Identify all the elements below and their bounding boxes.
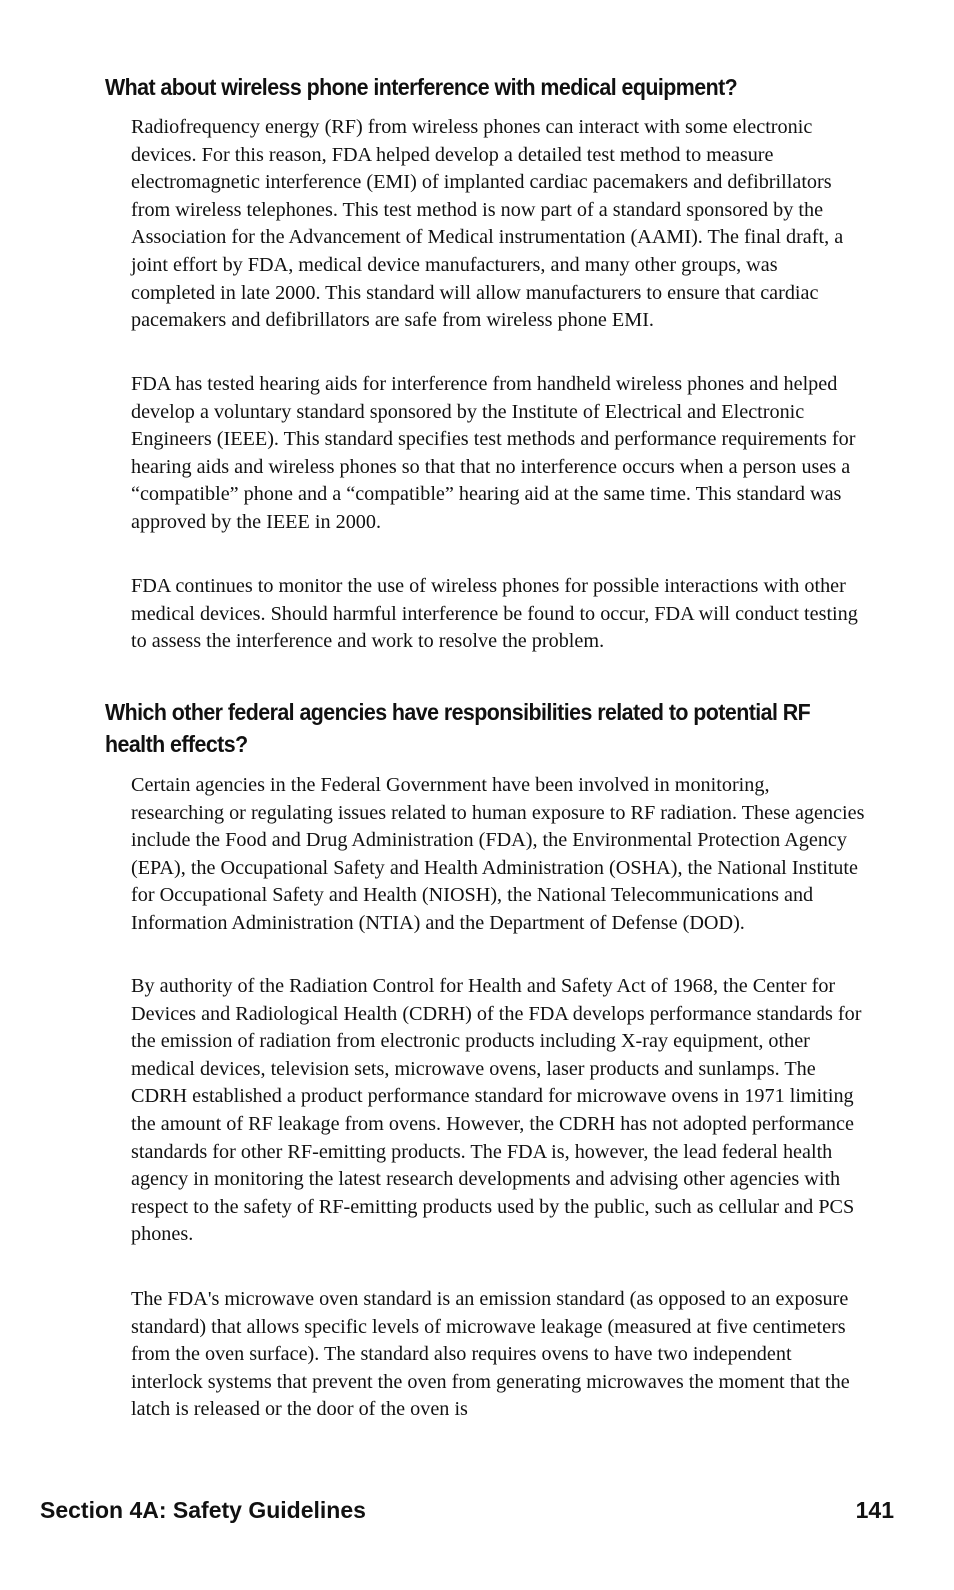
- footer-section-title: Section 4A: Safety Guidelines: [40, 1497, 366, 1523]
- paragraph-rf-pacemakers: Radiofrequency energy (RF) from wireless phones can interact with some electronic devices. For this reason, FDA helped develop a detailed test method to measure electromagnetic interference (EMI) of implanted cardiac pacemakers and defibrillators from wireless telephones. This test method is now part of a standard sponsored by the Association for the Advancement of Medical instrumentation (AAMI). The final draft, a joint effort by FDA, medical device manufacturers, and many other groups, was completed in late 2000. This standard will allow manufacturers to ensure that cardiac pacemakers and defibrillators are safe from wireless phone EMI.: [131, 116, 844, 332]
- section-heading-federal-agencies: Which other federal agencies have responsibilities related to potential RF health effects?: [105, 699, 811, 757]
- paragraph-microwave-standard: The FDA's microwave oven standard is an emission standard (as opposed to an exposure standard) that allows specific levels of microwave leakage (measured at five centimeters from the oven surface). The standard also requires ovens to have two independent interlock systems that prevent the oven from generating microwaves the moment that the latch is released or the door of the oven is: [131, 1288, 850, 1421]
- paragraph-fda-monitoring: FDA continues to monitor the use of wireless phones for possible interactions with other medical devices. Should harmful interference be found to occur, FDA will conduct testing to assess the interference and work to resolve the problem.: [131, 575, 858, 653]
- paragraph-agencies-list: Certain agencies in the Federal Government have been involved in monitoring, researching or regulating issues related to human exposure to RF radiation. These agencies include the Food and Drug Administration (FDA), the Environmental Protection Agency (EPA), the Occupational Safety and Health Administration (OSHA), the National Institute for Occupational Safety and Health (NIOSH), the National Telecommunications and Information Administration (NTIA) and the Department of Defense (DOD).: [131, 774, 865, 934]
- section-heading-medical-interference: What about wireless phone interference with medical equipment?: [105, 74, 738, 100]
- paragraph-hearing-aids: FDA has tested hearing aids for interference from handheld wireless phones and helped develop a voluntary standard sponsored by the Institute of Electrical and Electronic Engineers (IEEE). This standard specifies test methods and performance requirements for hearing aids and wireless phones so that that no interference occurs when a person uses a “compatible” phone and a “compatible” hearing aid at the same time. This standard was approved by the IEEE in 2000.: [131, 373, 856, 533]
- paragraph-cdrh-authority: By authority of the Radiation Control for Health and Safety Act of 1968, the Center for Devices and Radiological Health (CDRH) of the FDA develops performance standards for the emission of radiation from electronic products including X-ray equipment, other medical devices, television sets, microwave ovens, laser products and sunlamps. The CDRH established a product performance standard for microwave ovens in 1971 limiting the amount of RF leakage from ovens. However, the CDRH has not adopted performance standards for other RF-emitting products. The FDA is, however, the lead federal health agency in monitoring the latest research developments and advising other agencies with respect to the safety of RF-emitting products used by the public, such as cellular and PCS phones.: [131, 975, 862, 1246]
- page-number: 141: [855, 1497, 894, 1523]
